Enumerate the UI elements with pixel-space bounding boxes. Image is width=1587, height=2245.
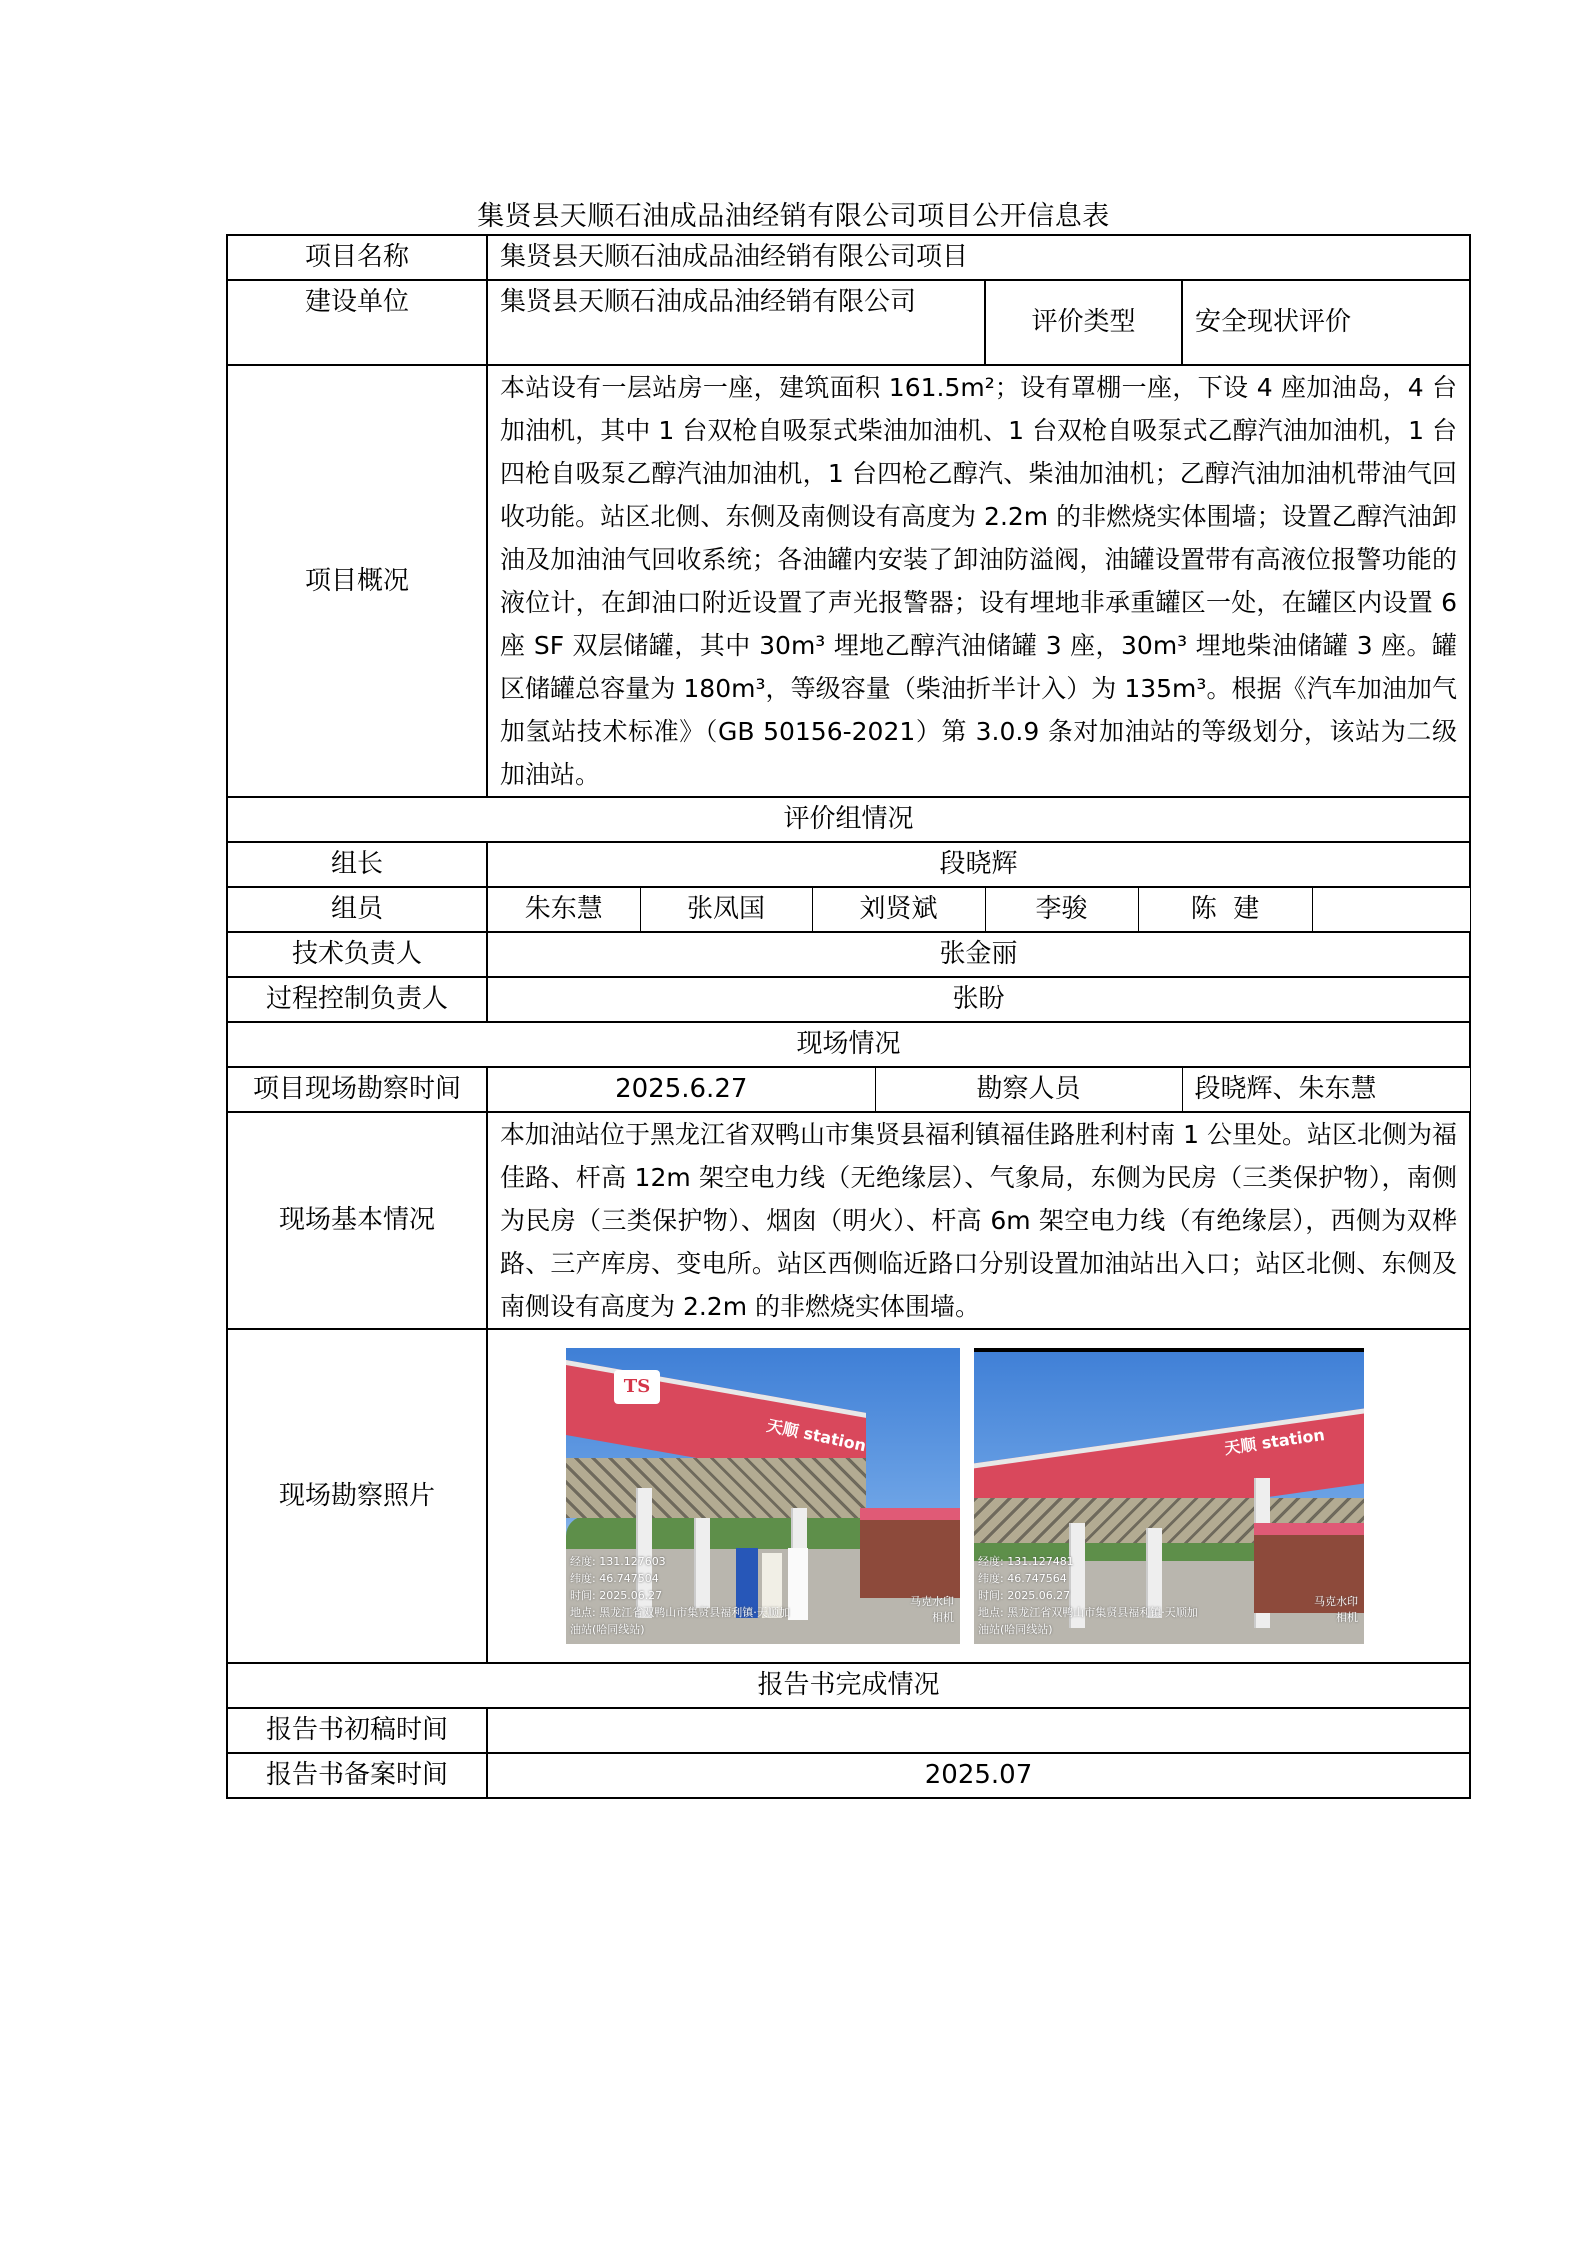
row-site-photos [227, 1329, 1470, 1663]
row-builder [227, 280, 1470, 365]
canopy-brand-text: 天顺 station [1223, 1425, 1326, 1458]
report-section-title: 报告书完成情况 [227, 1663, 1470, 1708]
canopy-brand-text: 天顺 station [765, 1415, 868, 1456]
draft-time-value [487, 1708, 1470, 1753]
member-name: 李骏 [985, 887, 1138, 932]
site-basic-label: 现场基本情况 [227, 1112, 487, 1329]
eval-type-label: 评价类型 [985, 280, 1182, 365]
row-site-basic [227, 1112, 1470, 1329]
site-basic-text: 本加油站位于黑龙江省双鸭山市集贤县福利镇福佳路胜利村南 1 公里处。站区北侧为福佳路、杆高 12m 架空电力线（无绝缘层）、气象局，东侧为民房（三类保护物），南侧为民房（三类保护物）、烟囱（明火）、杆高 6m 架空电力线（有绝缘层），西侧为双桦路、三产库房、变电所。站区西侧临近路口分别设置加油站出入口；站区北侧、东侧及南侧设有高度为 2.2m 的非燃烧实体围墙。 [487, 1112, 1470, 1329]
site-photos-label: 现场勘察照片 [227, 1329, 487, 1663]
process-lead-value: 张盼 [487, 977, 1470, 1022]
row-process-lead [227, 977, 1470, 1022]
row-team-section [227, 797, 1470, 842]
members-label: 组员 [227, 887, 487, 932]
member-name: 刘贤斌 [812, 887, 985, 932]
overview-label: 项目概况 [227, 365, 487, 797]
row-report-section [227, 1663, 1470, 1708]
document-title: 集贤县天顺石油成品油经销有限公司项目公开信息表 [477, 201, 1110, 232]
photo-watermark: 经度: 131.127481 纬度: 46.747564 时间: 2025.06.27 地点: 黑龙江省双鸭山市集贤县福利镇·天顺加油站(哈同线站) [978, 1555, 1198, 1636]
row-draft-time [227, 1708, 1470, 1753]
member-name: 朱东慧 [487, 887, 640, 932]
leader-label: 组长 [227, 842, 487, 887]
eval-type-value: 安全现状评价 [1182, 280, 1470, 365]
row-members [227, 887, 1470, 932]
survey-time-label: 项目现场勘察时间 [227, 1067, 487, 1112]
draft-time-label: 报告书初稿时间 [227, 1708, 487, 1753]
row-survey-time [227, 1067, 1470, 1112]
survey-time-value: 2025.6.27 [487, 1067, 875, 1112]
tech-lead-label: 技术负责人 [227, 932, 487, 977]
builder-label: 建设单位 [227, 280, 487, 365]
leader-value: 段晓辉 [487, 842, 1470, 887]
photo-watermark: 经度: 131.127603 纬度: 46.747504 时间: 2025.06.27 地点: 黑龙江省双鸭山市集贤县福利镇·天顺加油站(哈同线站) [570, 1555, 790, 1636]
site-section-title: 现场情况 [227, 1022, 1470, 1067]
row-project-name [227, 235, 1470, 280]
ts-logo-icon: TS [614, 1370, 660, 1404]
tech-lead-value: 张金丽 [487, 932, 1470, 977]
team-section-title: 评价组情况 [227, 797, 1470, 842]
watermark-app-label: 马克水印相机 [910, 1595, 954, 1624]
filing-time-label: 报告书备案时间 [227, 1753, 487, 1798]
info-table [226, 234, 1471, 1799]
builder-value: 集贤县天顺石油成品油经销有限公司 [487, 280, 985, 365]
member-name: 陈 建 [1138, 887, 1312, 932]
watermark-app-label: 马克水印相机 [1314, 1595, 1358, 1624]
project-name-value: 集贤县天顺石油成品油经销有限公司项目 [487, 235, 1470, 280]
row-filing-time [227, 1753, 1470, 1798]
surveyors-label: 勘察人员 [875, 1067, 1182, 1112]
member-name-empty [1312, 887, 1470, 932]
surveyors-value: 段晓辉、朱东慧 [1182, 1067, 1470, 1112]
site-photos-cell [487, 1329, 1470, 1663]
site-photo-2 [974, 1348, 1364, 1644]
process-lead-label: 过程控制负责人 [227, 977, 487, 1022]
site-photo-1 [566, 1348, 960, 1644]
row-site-section [227, 1022, 1470, 1067]
overview-text: 本站设有一层站房一座，建筑面积 161.5m²；设有罩棚一座，下设 4 座加油岛，4 台加油机，其中 1 台双枪自吸泵式柴油加油机、1 台双枪自吸泵式乙醇汽油加油机，1 台四枪自吸泵乙醇汽油加油机，1 台四枪乙醇汽、柴油加油机；乙醇汽油加油机带油气回收功能。站区北侧、东侧及南侧设有高度为 2.2m 的非燃烧实体围墙；设置乙醇汽油卸油及加油油气回收系统；各油罐内安装了卸油防溢阀，油罐设置带有高液位报警功能的液位计，在卸油口附近设置了声光报警器；设有埋地非承重罐区一处，在罐区内设置 6 座 SF 双层储罐，其中 30m³ 埋地乙醇汽油储罐 3 座，30m³ 埋地柴油储罐 3 座。罐区储罐总容量为 180m³，等级容量（柴油折半计入）为 135m³。根据《汽车加油加气加氢站技术标准》（GB 50156-2021）第 3.0.9 条对加油站的等级划分，该站为二级加油站。 [487, 365, 1470, 797]
row-overview [227, 365, 1470, 797]
member-name: 张凤国 [640, 887, 812, 932]
row-leader [227, 842, 1470, 887]
row-tech-lead [227, 932, 1470, 977]
filing-time-value: 2025.07 [487, 1753, 1470, 1798]
project-name-label: 项目名称 [227, 235, 487, 280]
